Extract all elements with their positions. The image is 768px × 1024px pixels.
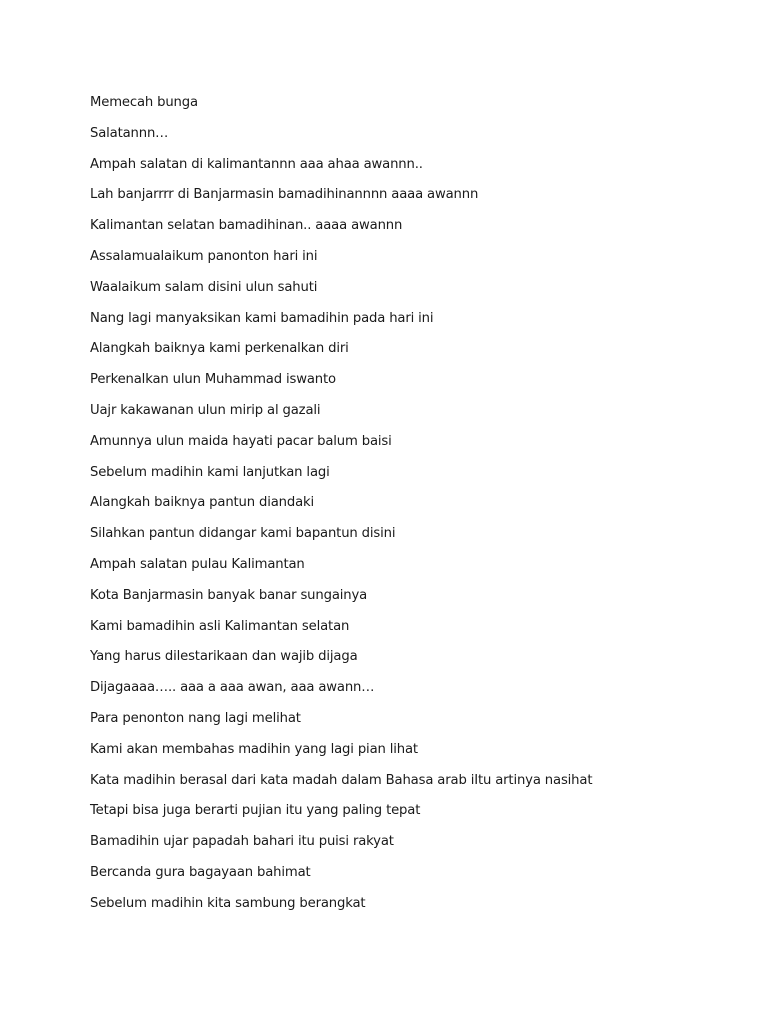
text-line: Bercanda gura bagayaan bahimat [90,864,311,880]
text-line: Ampah salatan di kalimantannn aaa ahaa awannn.. [90,156,423,172]
text-line: Tetapi bisa juga berarti pujian itu yang paling tepat [90,803,421,819]
text-line: Dijagaaaa….. aaa a aaa awan, aaa awann… [90,680,375,696]
text-line: Silahkan pantun didangar kami bapantun disini [90,526,396,542]
text-line: Para penonton nang lagi melihat [90,710,301,726]
text-line: Kalimantan selatan bamadihinan.. aaaa awannn [90,218,403,234]
text-line: Amunnya ulun maida hayati pacar balum baisi [90,433,392,449]
text-line: Perkenalkan ulun Muhammad iswanto [90,372,336,388]
text-lines [90,93,592,925]
text-line: Kota Banjarmasin banyak banar sungainya [90,587,368,603]
text-line: Yang harus dilestarikaan dan wajib dijaga [90,649,358,665]
text-line: Nang lagi manyaksikan kami bamadihin pada hari ini [90,310,434,326]
text-line: Lah banjarrrr di Banjarmasin bamadihinannnn aaaa awannn [90,187,479,203]
text-line: Ampah salatan pulau Kalimantan [90,556,305,572]
text-line: Kata madihin berasal dari kata madah dalam Bahasa arab iItu artinya nasihat [90,772,593,788]
text-line: Salatannn… [90,125,169,141]
text-line: Kami akan membahas madihin yang lagi pian lihat [90,741,418,757]
text-line: Alangkah baiknya pantun diandaki [90,495,315,511]
text-line: Kami bamadihin asli Kalimantan selatan [90,618,350,634]
text-line: Waalaikum salam disini ulun sahuti [90,279,318,295]
text-line: Sebelum madihin kami lanjutkan lagi [90,464,330,480]
text-line: Alangkah baiknya kami perkenalkan diri [90,341,349,357]
text-line: Memecah bunga [90,95,198,110]
text-line: Assalamualaikum panonton hari ini [90,248,318,264]
text-line: Bamadihin ujar papadah bahari itu puisi rakyat [90,834,394,850]
text-line: Sebelum madihin kita sambung berangkat [90,895,366,911]
text-line: Uajr kakawanan ulun mirip al gazali [90,402,321,418]
